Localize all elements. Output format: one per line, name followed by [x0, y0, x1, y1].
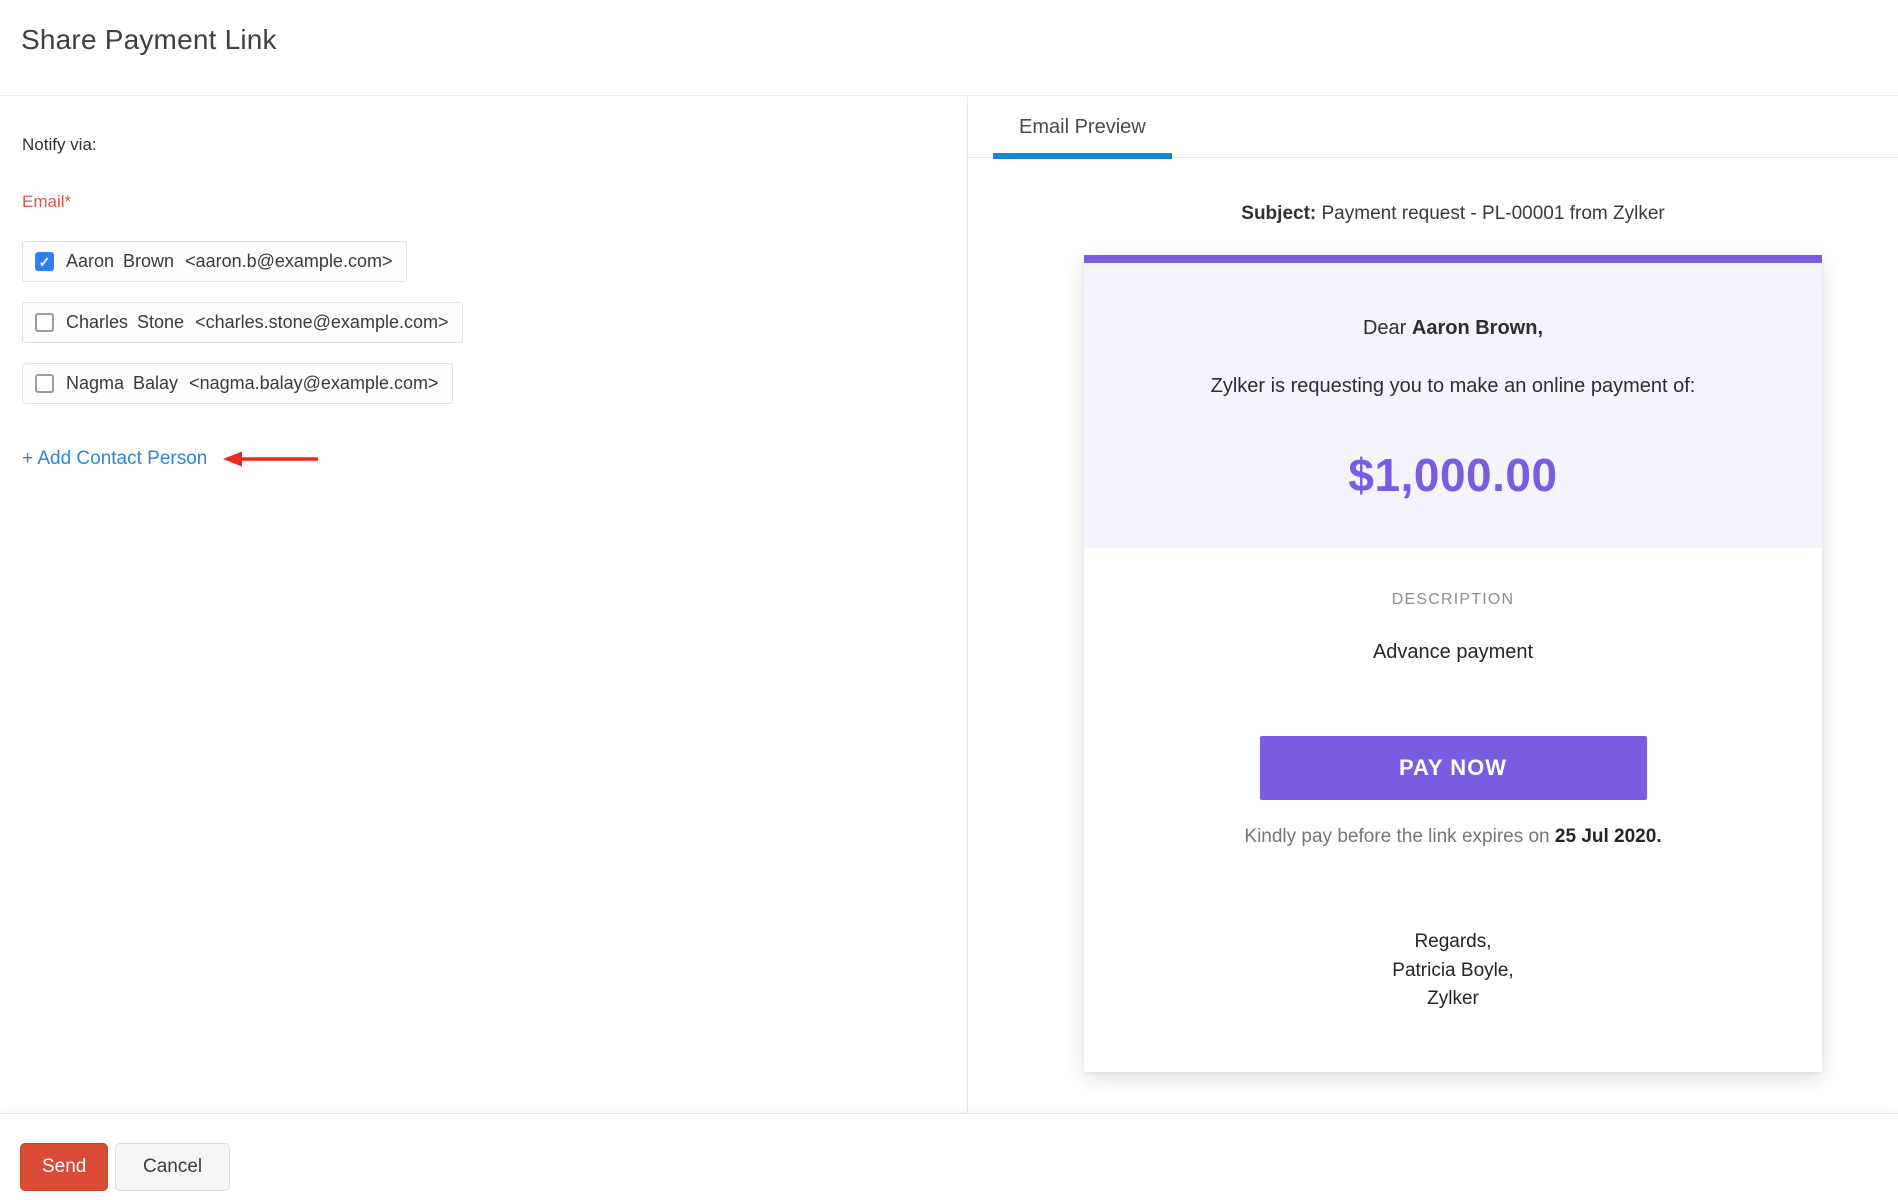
contact-row-inner	[35, 251, 392, 272]
email-required-label	[22, 192, 945, 212]
red-arrow-annotation-icon	[221, 450, 321, 468]
notify-via-label: Notify via:	[22, 135, 97, 154]
payment-amount: $1,000.00	[1348, 449, 1558, 501]
tab-email-preview[interactable]: Email Preview	[993, 97, 1172, 158]
preview-tab-bar	[968, 97, 1898, 158]
email-preview-area	[968, 203, 1898, 1072]
contact-last-name: Stone	[137, 312, 185, 332]
greeting-prefix: Dear	[1362, 317, 1412, 339]
contact-row-nagma-balay[interactable]	[22, 363, 453, 404]
signature-regards: Regards,	[1414, 931, 1492, 952]
contact-row-aaron-brown[interactable]	[22, 241, 407, 282]
signature-sender-name: Patricia Boyle,	[1392, 959, 1514, 981]
expiry-prefix: Kindly pay before the link expires on	[1244, 826, 1555, 847]
signature-company: Zylker	[1427, 988, 1479, 1009]
email-signature	[1084, 928, 1822, 1014]
greeting-name: Aaron Brown,	[1411, 317, 1544, 339]
page-header	[0, 0, 1898, 96]
contact-row-charles-stone[interactable]	[22, 302, 463, 343]
notify-panel	[0, 97, 967, 1113]
contact-last-name: Balay	[133, 373, 179, 393]
expiry-date: 25 Jul 2020.	[1554, 826, 1662, 847]
cancel-button[interactable]: Cancel	[115, 1143, 230, 1191]
contact-email: <nagma.balay@example.com>	[189, 373, 439, 393]
email-preview-panel	[967, 97, 1898, 1113]
contact-first-name: Charles	[66, 312, 129, 332]
add-contact-person-link[interactable]: + Add Contact Person	[22, 448, 208, 469]
card-body-section	[1084, 548, 1822, 1072]
contact-list	[22, 241, 945, 404]
required-asterisk: *	[64, 192, 72, 211]
description-label: DESCRIPTION	[1391, 591, 1515, 608]
add-contact-row	[22, 448, 945, 470]
subject-text: Payment request - PL-00001 from Zylker	[1316, 203, 1665, 224]
page-title: Share Payment Link	[21, 24, 277, 55]
card-hero-section	[1084, 263, 1822, 548]
contact-label	[66, 312, 448, 333]
contact-checkbox[interactable]	[35, 252, 54, 271]
greeting-line	[1104, 317, 1802, 340]
contact-row-inner	[35, 312, 448, 333]
contact-last-name: Brown	[123, 251, 175, 271]
contact-label	[66, 373, 438, 394]
contact-label	[66, 251, 392, 272]
expiry-line	[1084, 826, 1822, 848]
contact-first-name: Aaron	[66, 251, 115, 271]
email-body-card	[1084, 255, 1822, 1072]
contact-first-name: Nagma	[66, 373, 125, 393]
email-subject-line	[1084, 203, 1822, 225]
action-footer	[0, 1113, 1898, 1200]
payment-request-line: Zylker is requesting you to make an online payment of:	[1210, 375, 1696, 397]
email-label-text: Email	[22, 192, 65, 211]
contact-email: <charles.stone@example.com>	[195, 312, 449, 332]
send-button[interactable]: Send	[20, 1143, 108, 1191]
contact-row-inner	[35, 373, 438, 394]
main-content	[0, 97, 1898, 1113]
description-value: Advance payment	[1372, 641, 1534, 663]
subject-label: Subject:	[1241, 203, 1317, 224]
contact-checkbox[interactable]	[35, 374, 54, 393]
contact-email: <aaron.b@example.com>	[185, 251, 393, 271]
contact-checkbox[interactable]	[35, 313, 54, 332]
pay-now-button[interactable]: PAY NOW	[1260, 736, 1647, 800]
card-accent-bar	[1084, 255, 1822, 263]
